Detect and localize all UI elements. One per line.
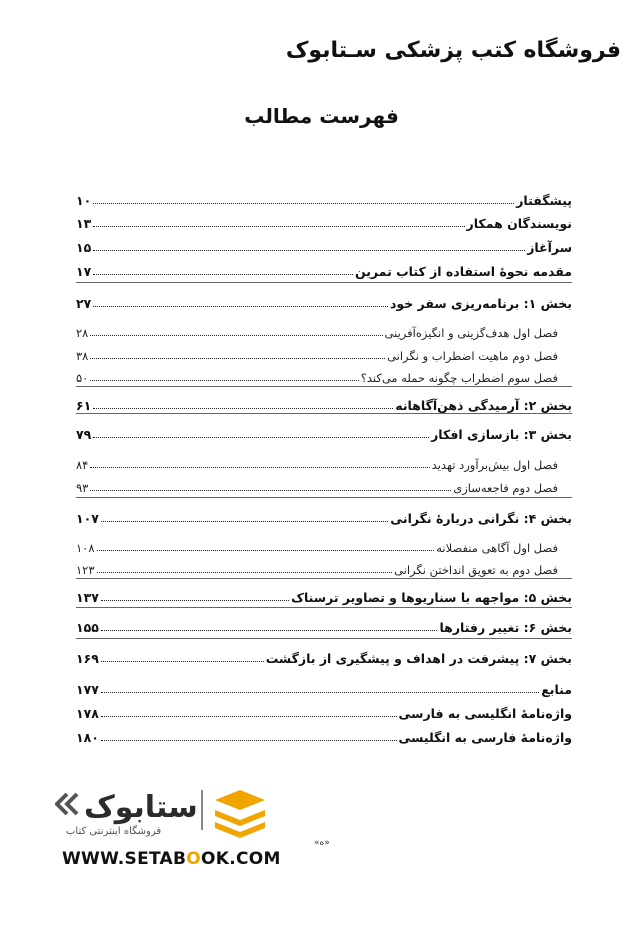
toc-leader-dots <box>93 250 525 251</box>
page-number: «ه» <box>314 838 330 848</box>
toc-entry[interactable] <box>76 703 572 721</box>
toc-leader-dots <box>97 572 393 573</box>
section-divider <box>76 282 572 283</box>
toc-entry[interactable] <box>76 508 572 526</box>
toc-leader-dots <box>90 358 385 359</box>
logo-tagline: فروشگاه اینترنتی کتاب <box>66 826 162 837</box>
toc-entry-page: ۳۸ <box>76 349 89 363</box>
toc-entry-label: بخش ۴: نگرانی دربارهٔ نگرانی <box>390 511 572 526</box>
logo-divider <box>201 790 203 830</box>
toc-leader-dots <box>101 600 289 601</box>
toc-entry-label: پیشگفتار <box>516 193 572 208</box>
toc-leader-dots <box>93 437 429 438</box>
toc-entry-label: واژه‌نامهٔ فارسی به انگلیسی <box>398 730 572 745</box>
toc-entry-page: ۱۵ <box>76 240 92 255</box>
toc-entry-label: منابع <box>541 682 572 697</box>
store-title: فروشگاه کتب پزشکی سـتابوک <box>285 38 621 63</box>
toc-leader-dots <box>93 274 353 275</box>
toc-leader-dots <box>101 716 397 717</box>
toc-leader-dots <box>90 380 358 381</box>
toc-entry-label: بخش ۷: پیشرفت در اهداف و پیشگیری از بازگشت <box>265 651 572 666</box>
book-stack-icon <box>215 790 265 838</box>
toc-leader-dots <box>93 408 393 409</box>
section-divider <box>76 413 572 414</box>
page-title: فهرست مطالب <box>244 104 399 128</box>
toc-entry[interactable] <box>76 477 572 495</box>
toc-entry[interactable] <box>76 537 572 555</box>
toc-entry-page: ۹۳ <box>76 481 89 495</box>
toc-entry-page: ۱۵۵ <box>76 620 99 635</box>
toc-entry-page: ۱۳ <box>76 216 92 231</box>
toc-leader-dots <box>101 521 388 522</box>
toc-leader-dots <box>90 467 429 468</box>
toc-entry-label: فصل اول هدف‌گزینی و انگیزه‌آفرینی <box>384 326 558 340</box>
toc-entry[interactable] <box>76 190 572 208</box>
toc-entry-page: ۲۷ <box>76 296 92 311</box>
toc-entry-page: ۱۷۷ <box>76 682 99 697</box>
toc-entry[interactable] <box>76 213 572 231</box>
logo-brand-text: ستابوک <box>84 790 198 825</box>
chevron-icon <box>57 794 77 814</box>
toc-entry[interactable] <box>76 559 572 577</box>
toc-entry-label: بخش ۱: برنامه‌ریزی سفر خود <box>389 296 572 311</box>
toc-entry-label: نویسندگان همکار <box>466 216 572 231</box>
toc-entry[interactable] <box>76 367 572 385</box>
section-divider <box>76 607 572 608</box>
toc-entry[interactable] <box>76 617 572 635</box>
toc-leader-dots <box>93 203 514 204</box>
toc-entry[interactable] <box>76 587 572 605</box>
toc-entry-label: بخش ۲: آرمیدگی ذهن‌آگاهانه <box>395 398 572 413</box>
section-divider <box>76 386 572 387</box>
toc-entry-label: فصل اول بیش‌برآورد تهدید <box>431 458 558 472</box>
toc-leader-dots <box>101 740 397 741</box>
section-divider <box>76 578 572 579</box>
toc-entry-page: ۱۸۰ <box>76 730 99 745</box>
toc-leader-dots <box>90 335 382 336</box>
toc-entry-page: ۶۱ <box>76 398 92 413</box>
toc-leader-dots <box>101 630 438 631</box>
toc-entry[interactable] <box>76 345 572 363</box>
toc-entry-page: ۵۰ <box>76 371 89 385</box>
toc-entry-page: ۲۸ <box>76 326 89 340</box>
toc-entry-label: بخش ۶: تغییر رفتارها <box>439 620 572 635</box>
toc-entry-page: ۱۰۸ <box>76 541 95 555</box>
toc-entry-label: فصل دوم فاجعه‌سازی <box>453 481 558 495</box>
toc-entry-label: بخش ۳: بازسازی افکار <box>431 427 572 442</box>
toc-entry-label: فصل دوم به تعویق انداختن نگرانی <box>394 563 558 577</box>
toc-entry-page: ۱۷۸ <box>76 706 99 721</box>
toc-entry[interactable] <box>76 727 572 745</box>
toc-entry-label: فصل اول آگاهی منفصلانه <box>436 541 558 555</box>
toc-entry-page: ۷۹ <box>76 427 92 442</box>
toc-entry-label: مقدمه نحوهٔ استفاده از کتاب تمرین <box>354 264 572 279</box>
toc-entry[interactable] <box>76 424 572 442</box>
toc-entry-label: سرآغاز <box>527 240 572 255</box>
toc-entry[interactable] <box>76 454 572 472</box>
toc-entry[interactable] <box>76 395 572 413</box>
toc-entry-page: ۱۰ <box>76 193 92 208</box>
section-divider <box>76 638 572 639</box>
toc-leader-dots <box>101 692 539 693</box>
toc-leader-dots <box>101 661 264 662</box>
toc-entry[interactable] <box>76 237 572 255</box>
toc-leader-dots <box>90 490 451 491</box>
toc-leader-dots <box>93 306 388 307</box>
toc-leader-dots <box>97 550 435 551</box>
toc-entry-page: ۱۳۷ <box>76 590 99 605</box>
toc-entry[interactable] <box>76 261 572 279</box>
toc-entry-label: فصل دوم ماهیت اضطراب و نگرانی <box>387 349 558 363</box>
toc-leader-dots <box>93 226 464 227</box>
section-divider <box>76 497 572 498</box>
toc-entry[interactable] <box>76 293 572 311</box>
toc-entry-page: ۱۶۹ <box>76 651 99 666</box>
toc-entry-page: ۱۷ <box>76 264 92 279</box>
toc-entry[interactable] <box>76 679 572 697</box>
toc-entry-label: واژه‌نامهٔ انگلیسی به فارسی <box>398 706 572 721</box>
toc-entry-label: فصل سوم اضطراب چگونه حمله می‌کند؟ <box>360 371 558 385</box>
toc-entry[interactable] <box>76 648 572 666</box>
toc-entry-page: ۱۲۳ <box>76 563 95 577</box>
toc-entry-page: ۸۴ <box>76 458 89 472</box>
website-url[interactable]: WWW.SETABOOK.COM <box>62 849 281 869</box>
toc-entry-page: ۱۰۷ <box>76 511 99 526</box>
toc-entry-label: بخش ۵: مواجهه با سناریوها و تصاویر ترسناک <box>291 590 572 605</box>
toc-entry[interactable] <box>76 322 572 340</box>
